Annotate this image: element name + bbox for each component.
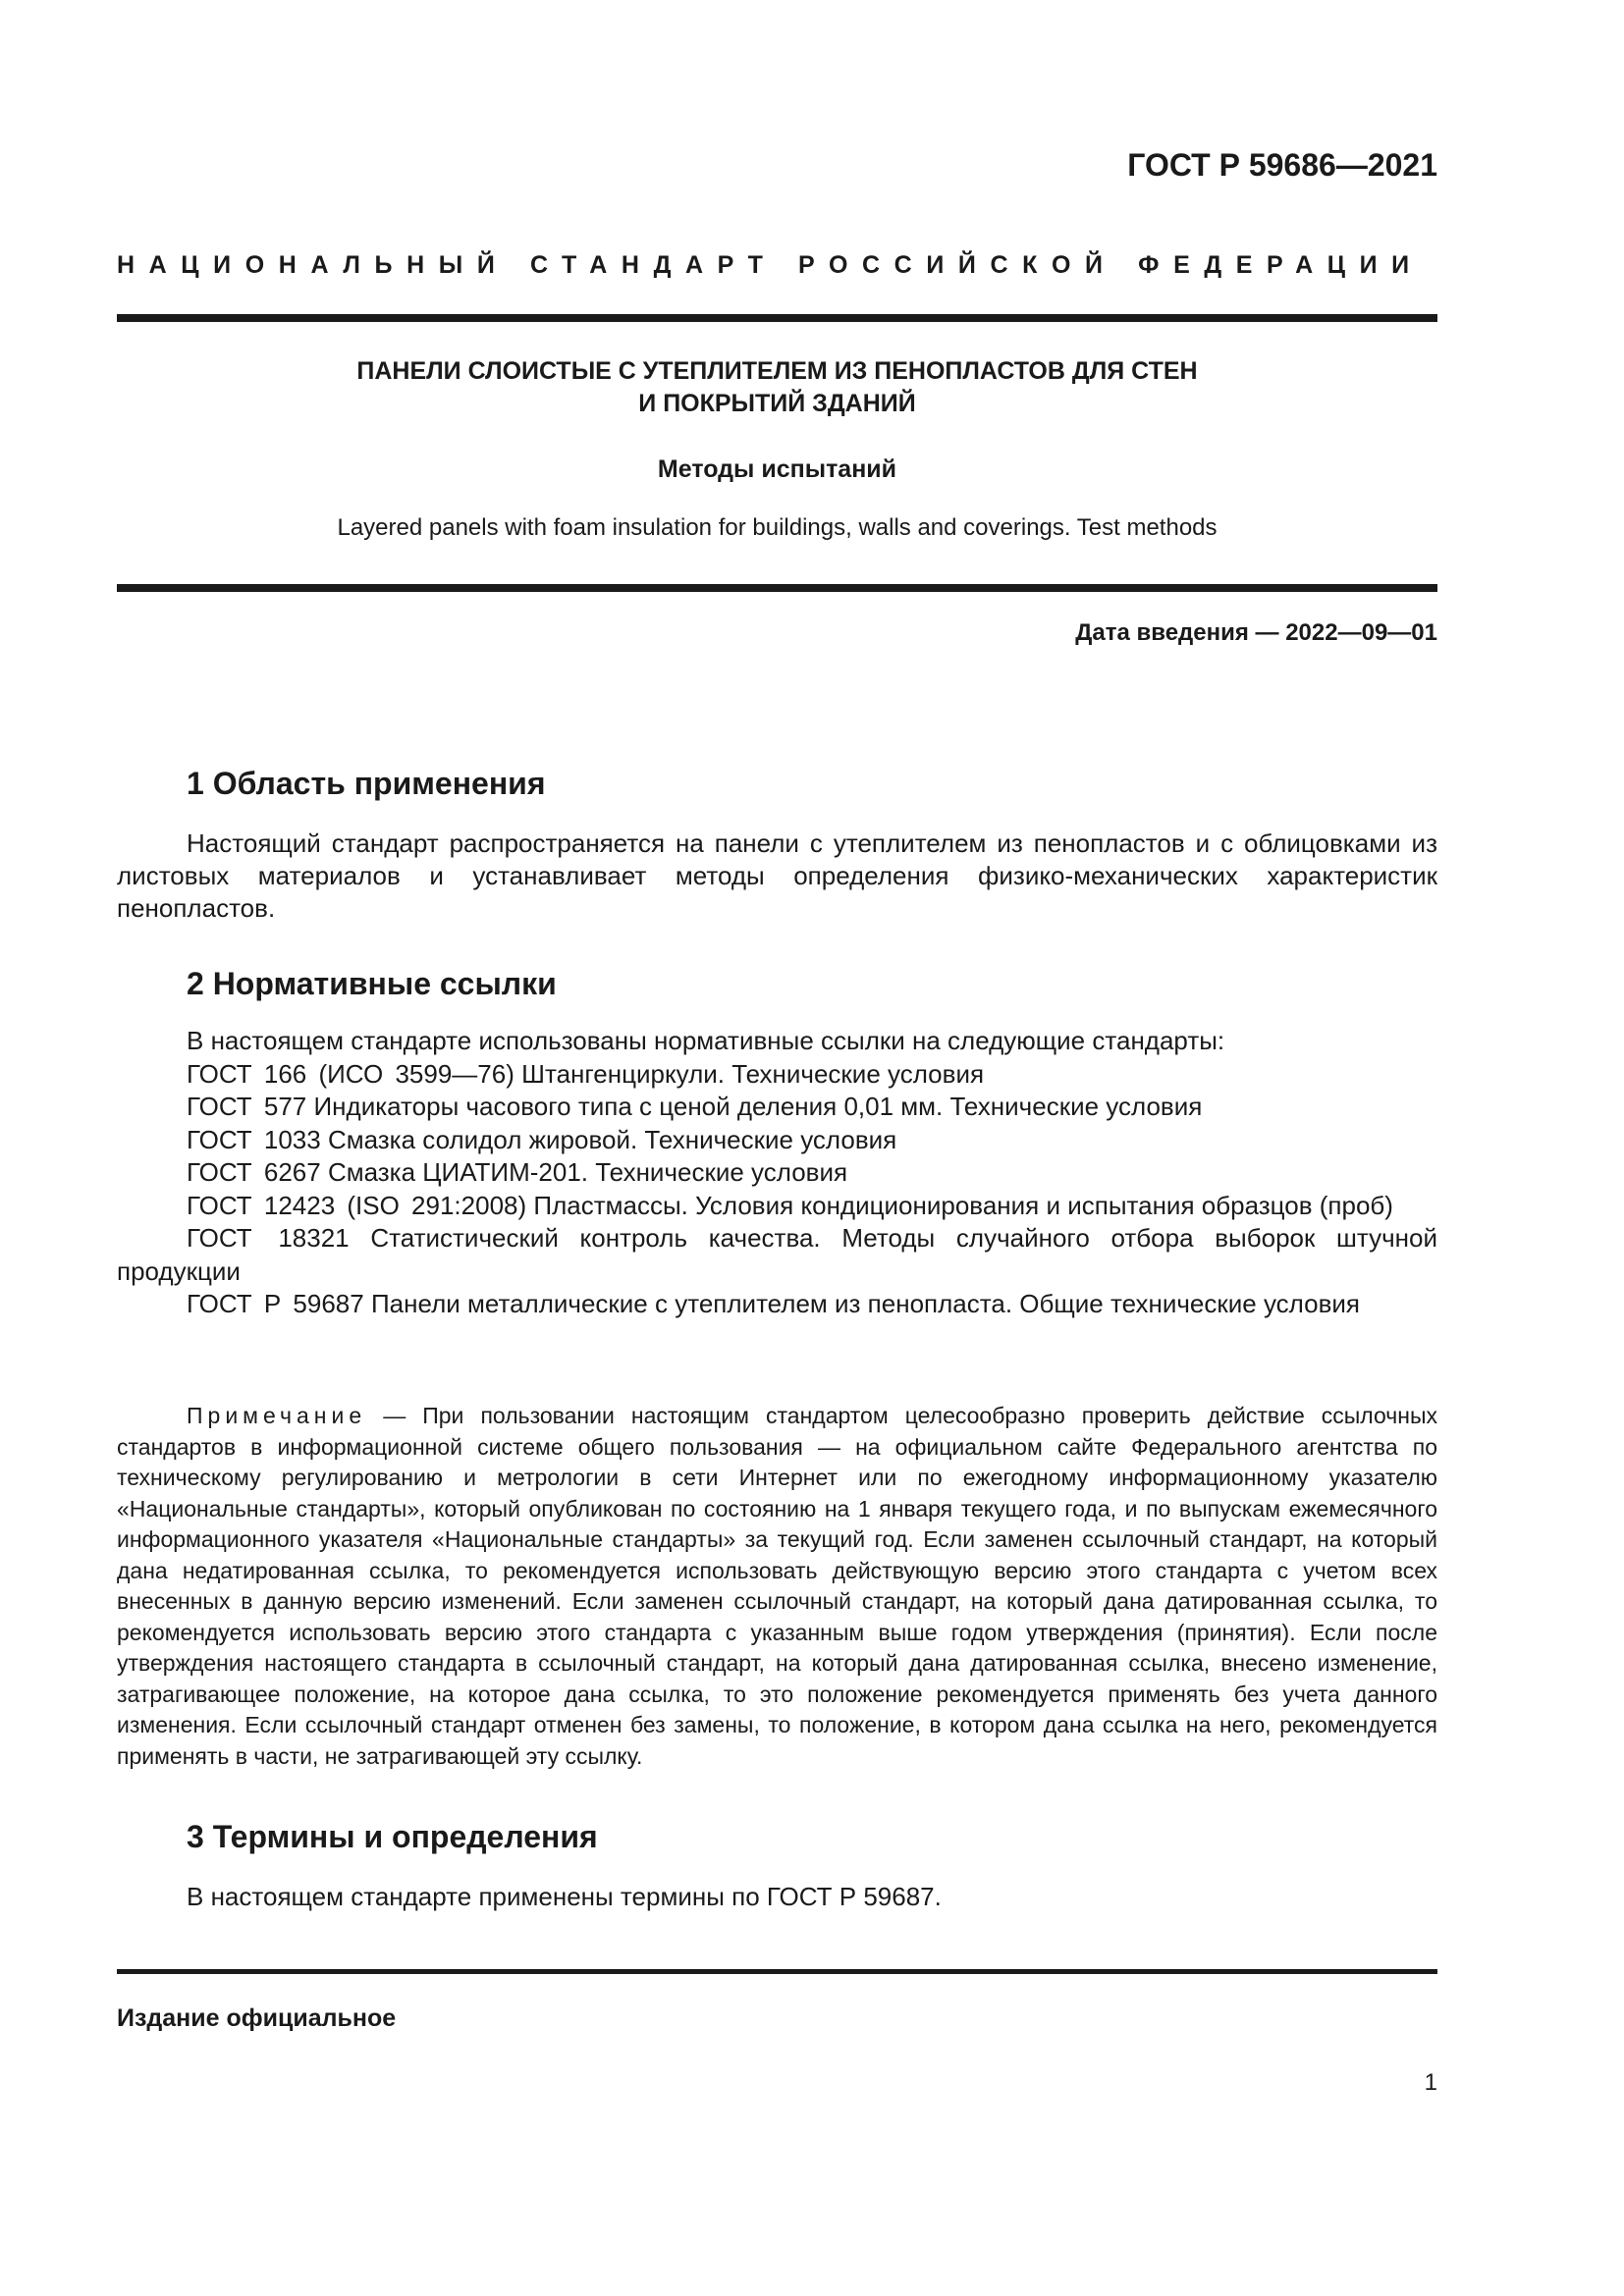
section-3-text (117, 1881, 1437, 1913)
section-1-text-body: Настоящий стандарт распространяется на панели с утеплителем из пенопластов и с облицовками из листовых материалов и устанавливает методы определения физико-механических характеристик пенопластов. (117, 828, 1437, 923)
reference-code: ГОСТ Р 59687 (187, 1289, 364, 1318)
document-title-line1: ПАНЕЛИ СЛОИСТЫЕ С УТЕПЛИТЕЛЕМ ИЗ ПЕНОПЛАСТОВ ДЛЯ СТЕН (356, 357, 1198, 385)
document-title-english: Layered panels with foam insulation for buildings, walls and coverings. Test methods (337, 514, 1218, 541)
reference-title: Пластмассы. Условия кондиционирования и испытания образцов (проб) (533, 1190, 1393, 1220)
gost-number: ГОСТ Р 59686—2021 (1127, 147, 1437, 183)
reference-item (117, 1190, 1437, 1223)
section-1-text (117, 828, 1437, 925)
reference-title: Штангенциркули. Технические условия (521, 1058, 985, 1089)
section-1-heading: 1 Область применения (187, 766, 546, 801)
official-edition-label: Издание официальное (117, 2004, 397, 2032)
reference-code: ГОСТ 6267 (187, 1157, 321, 1187)
divider-after-title (117, 584, 1437, 592)
reference-code: ГОСТ 1033 (187, 1124, 321, 1154)
references-note (117, 1401, 1437, 1772)
note-label: Примечание (187, 1403, 367, 1428)
normative-references-list (117, 1025, 1437, 1321)
reference-title: Статистический контроль качества. Методы случайного отбора выборок штучной продукции (117, 1223, 1437, 1286)
reference-title: Смазка солидол жировой. Технические условия (327, 1124, 897, 1154)
document-title (117, 355, 1437, 420)
reference-title: Индикаторы часового типа с ценой деления 0,01 мм. Технические условия (313, 1092, 1203, 1121)
reference-item (117, 1058, 1437, 1092)
reference-code: ГОСТ 18321 (187, 1223, 350, 1253)
introduction-date: Дата введения — 2022—09—01 (1075, 619, 1437, 646)
section-3-text-body: В настоящем стандарте применены термины по ГОСТ Р 59687. (187, 1882, 942, 1911)
page-number: 1 (1424, 2069, 1437, 2096)
section-3-heading: 3 Термины и определения (187, 1819, 598, 1854)
references-intro: В настоящем стандарте использованы нормативные ссылки на следующие стандарты: (187, 1026, 1225, 1055)
reference-title: Смазка ЦИАТИМ-201. Технические условия (327, 1157, 848, 1187)
reference-item (117, 1091, 1437, 1124)
reference-code: ГОСТ 577 (187, 1092, 307, 1121)
document-subtitle: Методы испытаний (657, 455, 897, 483)
reference-item (117, 1222, 1437, 1288)
reference-code: ГОСТ 166 (ИСО 3599—76) (187, 1058, 514, 1089)
reference-title: Панели металлические с утеплителем из пенопласта. Общие технические условия (370, 1289, 1360, 1318)
reference-item (117, 1288, 1437, 1321)
divider-footer (117, 1969, 1437, 1974)
reference-item (117, 1156, 1437, 1190)
note-text: — При пользовании настоящим стандартом целесообразно проверить действие ссылочных стандартов в информационной системе общего пользования — на официальном сайте Федерального агентства по техническому регулированию и метрологии в сети Интернет или по ежегодному информационному указателю «Национальные стандарты», который опубликован по состоянию на 1 января текущего года, и по выпускам ежемесячного информационного указателя «Национальные стандарты» за текущий год. Если заменен ссылочный стандарт, на который дана недатированная ссылка, то рекомендуется использовать действующую версию этого стандарта с учетом всех внесенных в данную версию изменений. Если заменен ссылочный стандарт, на который дана датированная ссылка, то рекомендуется использовать версию этого стандарта с указанным выше годом утверждения (принятия). Если после утверждения настоящего стандарта в ссылочный стандарт, на который дана датированная ссылка, внесено изменение, затрагивающее положение, на которое дана ссылка, то это положение рекомендуется применять без учета данного изменения. Если ссылочный стандарт отменен без замены, то положение, в котором дана ссылка на него, рекомендуется применять в части, не затрагивающей эту ссылку. (117, 1403, 1437, 1769)
section-2-heading: 2 Нормативные ссылки (187, 966, 557, 1001)
document-title-line2: И ПОКРЫТИЙ ЗДАНИЙ (638, 390, 916, 417)
reference-item (117, 1124, 1437, 1157)
divider-top (117, 314, 1437, 322)
national-standard-heading: НАЦИОНАЛЬНЫЙ СТАНДАРТ РОССИЙСКОЙ ФЕДЕРАЦИИ (117, 251, 1424, 279)
reference-code: ГОСТ 12423 (ISO 291:2008) (187, 1190, 527, 1220)
